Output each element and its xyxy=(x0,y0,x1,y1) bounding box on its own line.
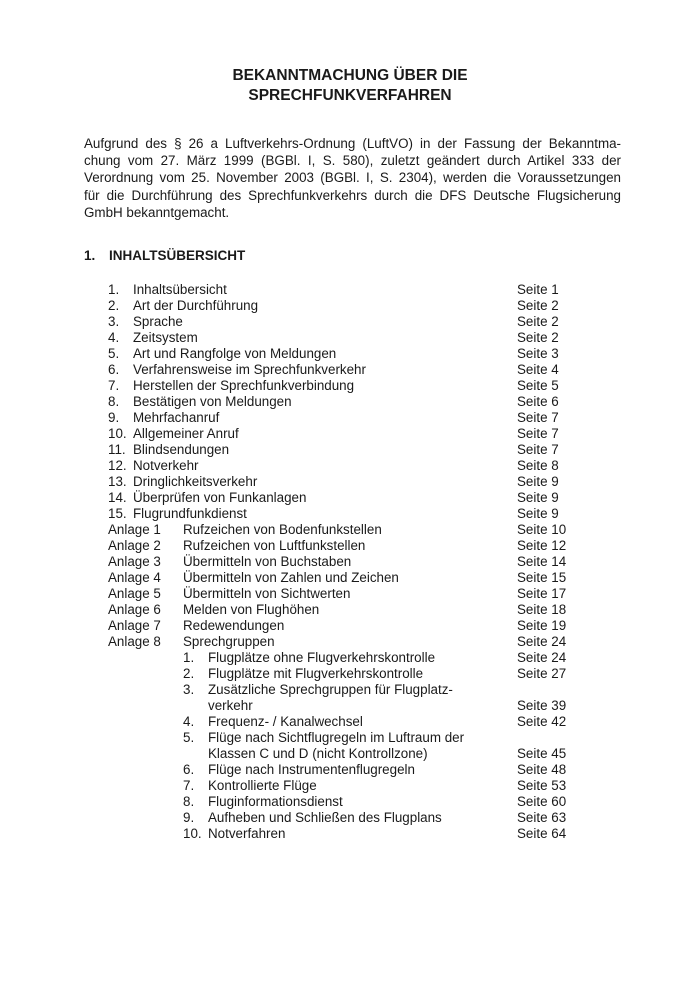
toc-entry-page: Seite 9 xyxy=(517,490,559,505)
toc-entry-number: 13. xyxy=(108,474,127,489)
intro-line: chung vom 27. März 1999 (BGBl. I, S. 580), zuletzt geändert durch Artikel 333 der xyxy=(84,153,621,169)
toc-entry-page: Seite 1 xyxy=(517,282,559,297)
toc-subentry xyxy=(0,746,700,762)
toc-entry-title: Überprüfen von Funkanlagen xyxy=(133,490,307,505)
table-of-contents xyxy=(0,282,700,842)
toc-subentry-title: Flugplätze ohne Flugverkehrskontrolle xyxy=(208,650,436,665)
toc-subentry-title: Klassen C und D (nicht Kontrollzone) xyxy=(208,746,428,761)
toc-subentry-title: Flugplätze mit Flugverkehrskontrolle xyxy=(208,666,424,681)
toc-anlage-entry xyxy=(0,634,700,650)
toc-subentry xyxy=(0,650,700,666)
toc-subentry-page: Seite 60 xyxy=(517,794,567,809)
toc-subentry xyxy=(0,666,700,682)
intro-line: für die Durchführung des Sprechfunkverkehrs durch die DFS Deutsche Flugsicherung xyxy=(84,187,621,203)
toc-entry-title: Bestätigen von Meldungen xyxy=(133,394,292,409)
toc-entry xyxy=(0,474,700,490)
toc-anlage-entry xyxy=(0,570,700,586)
toc-anlage-entry xyxy=(0,554,700,570)
toc-entry xyxy=(0,330,700,346)
toc-entry-page: Seite 6 xyxy=(517,394,559,409)
toc-entry xyxy=(0,490,700,506)
toc-subentry-title: Flüge nach Sichtflugregeln im Luftraum der xyxy=(208,730,465,745)
toc-anlage-title: Sprechgruppen xyxy=(183,634,275,649)
toc-anlage-label: Anlage 1 xyxy=(108,522,161,537)
toc-entry-title: Art und Rangfolge von Meldungen xyxy=(133,346,337,361)
toc-anlage-label: Anlage 6 xyxy=(108,602,161,617)
toc-entry-number: 12. xyxy=(108,458,127,473)
toc-entry-title: Verfahrensweise im Sprechfunkverkehr xyxy=(133,362,366,377)
toc-entry-number: 7. xyxy=(108,378,120,393)
toc-entry-title: Sprache xyxy=(133,314,183,329)
toc-entry xyxy=(0,362,700,378)
toc-entry-page: Seite 2 xyxy=(517,330,559,345)
toc-entry xyxy=(0,410,700,426)
intro-paragraph xyxy=(84,135,621,221)
toc-entry xyxy=(0,426,700,442)
toc-anlage-title: Redewendungen xyxy=(183,618,285,633)
toc-entry-title: Flugrundfunkdienst xyxy=(133,506,247,521)
toc-entry xyxy=(0,394,700,410)
toc-subentry-number: 7. xyxy=(183,778,195,793)
toc-subentry-page: Seite 64 xyxy=(517,826,567,841)
toc-anlage-title: Rufzeichen von Bodenfunkstellen xyxy=(183,522,382,537)
toc-anlage-page: Seite 14 xyxy=(517,554,567,569)
toc-subentry-title: verkehr xyxy=(208,698,253,713)
toc-entry-number: 10. xyxy=(108,426,127,441)
toc-entry xyxy=(0,346,700,362)
toc-subentry-title: Zusätzliche Sprechgruppen für Flugplatz- xyxy=(208,682,453,697)
document-title-line-2: SPRECHFUNKVERFAHREN xyxy=(248,87,452,104)
toc-anlage-label: Anlage 3 xyxy=(108,554,161,569)
toc-entry-title: Art der Durchführung xyxy=(133,298,259,313)
toc-entry-page: Seite 4 xyxy=(517,362,559,377)
toc-entry-title: Mehrfachanruf xyxy=(133,410,220,425)
document-title-line-1: BEKANNTMACHUNG ÜBER DIE xyxy=(232,67,468,84)
toc-anlage-title: Rufzeichen von Luftfunkstellen xyxy=(183,538,366,553)
document-title xyxy=(0,66,700,106)
toc-entry-page: Seite 3 xyxy=(517,346,559,361)
toc-anlage-page: Seite 15 xyxy=(517,570,567,585)
toc-entry-number: 15. xyxy=(108,506,127,521)
toc-subentry xyxy=(0,810,700,826)
toc-entry xyxy=(0,458,700,474)
toc-entry-number: 3. xyxy=(108,314,120,329)
toc-entry-title: Blindsendungen xyxy=(133,442,230,457)
toc-entry-title: Inhaltsübersicht xyxy=(133,282,227,297)
toc-anlage-page: Seite 10 xyxy=(517,522,567,537)
toc-subentry-page: Seite 27 xyxy=(517,666,567,681)
toc-subentry-page: Seite 53 xyxy=(517,778,567,793)
toc-entry-title: Allgemeiner Anruf xyxy=(133,426,239,441)
toc-subentry xyxy=(0,714,700,730)
toc-anlage-title: Übermitteln von Buchstaben xyxy=(183,554,352,569)
toc-entry-number: 14. xyxy=(108,490,127,505)
toc-entry-page: Seite 8 xyxy=(517,458,559,473)
toc-subentry xyxy=(0,762,700,778)
section-number: 1. xyxy=(84,248,96,263)
section-title: INHALTSÜBERSICHT xyxy=(109,248,246,263)
toc-subentry xyxy=(0,730,700,746)
toc-subentry xyxy=(0,794,700,810)
toc-anlage-label: Anlage 7 xyxy=(108,618,161,633)
toc-anlage-entry xyxy=(0,602,700,618)
toc-entry-number: 4. xyxy=(108,330,120,345)
toc-entry xyxy=(0,314,700,330)
toc-subentry-title: Aufheben und Schließen des Flugplans xyxy=(208,810,442,825)
toc-entry-page: Seite 2 xyxy=(517,314,559,329)
toc-entry-number: 2. xyxy=(108,298,120,313)
toc-anlage-label: Anlage 8 xyxy=(108,634,161,649)
toc-anlage-title: Übermitteln von Zahlen und Zeichen xyxy=(183,570,399,585)
intro-line: GmbH bekanntgemacht. xyxy=(84,204,230,220)
toc-subentry-title: Fluginformationsdienst xyxy=(208,794,343,809)
toc-subentry-title: Notverfahren xyxy=(208,826,286,841)
toc-anlage-page: Seite 12 xyxy=(517,538,567,553)
toc-entry-page: Seite 9 xyxy=(517,506,559,521)
toc-subentry-number: 5. xyxy=(183,730,195,745)
toc-subentry-number: 3. xyxy=(183,682,195,697)
toc-entry xyxy=(0,298,700,314)
toc-subentry-number: 10. xyxy=(183,826,202,841)
toc-anlage-page: Seite 18 xyxy=(517,602,567,617)
toc-subentry xyxy=(0,698,700,714)
toc-entry-page: Seite 9 xyxy=(517,474,559,489)
toc-subentry xyxy=(0,778,700,794)
toc-anlage-label: Anlage 5 xyxy=(108,586,161,601)
toc-entry xyxy=(0,378,700,394)
toc-entry-number: 1. xyxy=(108,282,120,297)
toc-subentry-title: Kontrollierte Flüge xyxy=(208,778,317,793)
toc-subentry-number: 4. xyxy=(183,714,195,729)
toc-entry-title: Notverkehr xyxy=(133,458,199,473)
toc-anlage-title: Übermitteln von Sichtwerten xyxy=(183,586,351,601)
intro-line: Verordnung vom 25. November 2003 (BGBl. I, S. 2304), werden die Voraussetzungen xyxy=(84,170,621,186)
toc-subentry-title: Frequenz- / Kanalwechsel xyxy=(208,714,363,729)
toc-subentry-page: Seite 39 xyxy=(517,698,567,713)
toc-entry-page: Seite 2 xyxy=(517,298,559,313)
toc-entry xyxy=(0,442,700,458)
toc-anlage-entry xyxy=(0,618,700,634)
toc-entry-number: 5. xyxy=(108,346,120,361)
toc-anlage-page: Seite 19 xyxy=(517,618,567,633)
toc-entry-title: Zeitsystem xyxy=(133,330,198,345)
toc-anlage-page: Seite 17 xyxy=(517,586,567,601)
toc-anlage-title: Melden von Flughöhen xyxy=(183,602,320,617)
toc-subentry-number: 6. xyxy=(183,762,195,777)
toc-entry xyxy=(0,282,700,298)
toc-subentry-page: Seite 42 xyxy=(517,714,567,729)
toc-anlage-label: Anlage 4 xyxy=(108,570,161,585)
toc-subentry xyxy=(0,826,700,842)
toc-entry-page: Seite 7 xyxy=(517,442,559,457)
toc-subentry-page: Seite 45 xyxy=(517,746,567,761)
toc-anlage-entry xyxy=(0,586,700,602)
toc-entry-page: Seite 7 xyxy=(517,410,559,425)
toc-anlage-entry xyxy=(0,522,700,538)
toc-subentry-page: Seite 24 xyxy=(517,650,567,665)
toc-subentry-number: 2. xyxy=(183,666,195,681)
toc-subentry-number: 1. xyxy=(183,650,195,665)
toc-subentry-page: Seite 63 xyxy=(517,810,567,825)
toc-entry-title: Dringlichkeitsverkehr xyxy=(133,474,258,489)
section-heading xyxy=(84,248,245,263)
toc-subentry-page: Seite 48 xyxy=(517,762,567,777)
toc-entry-page: Seite 7 xyxy=(517,426,559,441)
toc-entry-number: 8. xyxy=(108,394,120,409)
toc-entry-number: 6. xyxy=(108,362,120,377)
toc-subentry-number: 9. xyxy=(183,810,195,825)
toc-subentry-number: 8. xyxy=(183,794,195,809)
toc-anlage-page: Seite 24 xyxy=(517,634,567,649)
toc-entry-number: 11. xyxy=(108,442,126,457)
toc-anlage-entry xyxy=(0,538,700,554)
toc-entry-page: Seite 5 xyxy=(517,378,559,393)
intro-line: Aufgrund des § 26 a Luftverkehrs-Ordnung (LuftVO) in der Fassung der Bekanntma- xyxy=(84,136,621,151)
toc-entry xyxy=(0,506,700,522)
toc-subentry-title: Flüge nach Instrumentenflugregeln xyxy=(208,762,415,777)
toc-subentry xyxy=(0,682,700,698)
toc-entry-title: Herstellen der Sprechfunkverbindung xyxy=(133,378,355,393)
toc-entry-number: 9. xyxy=(108,410,120,425)
toc-anlage-label: Anlage 2 xyxy=(108,538,161,553)
